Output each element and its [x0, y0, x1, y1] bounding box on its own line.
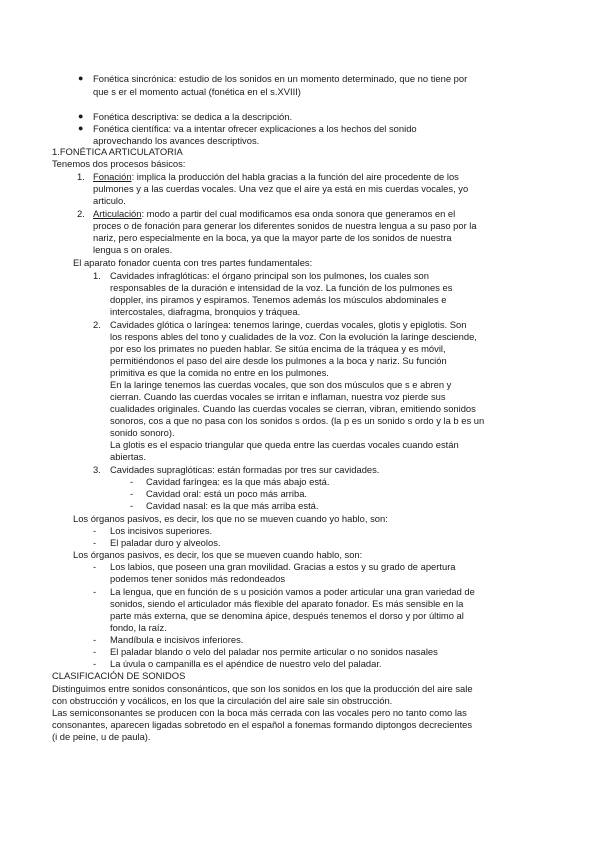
list-item: La lengua, que en función de s u posición vamos a poder articular una gran variedad de [110, 586, 475, 597]
list-item: El paladar blando o velo del paladar nos permite articular o no sonidos nasales [110, 646, 438, 657]
text-line: abiertas. [110, 451, 146, 462]
text-span: : implica la producción del habla gracias a la función del aire procedente de los [131, 171, 459, 182]
text-line: Las semiconsonantes se producen con la boca más cerrada con las vocales pero no tanto como las [52, 707, 467, 718]
text-line: nariz, pero especialmente en la boca, ya que la mayor parte de los sonidos de nuestra [93, 232, 452, 243]
text-line: Fonética científica: va a intentar ofrecer explicaciones a los hechos del sonido [93, 123, 417, 134]
dash-marker: - [93, 525, 97, 536]
term-articulacion: Articulación [93, 208, 142, 219]
list-number: 2. [77, 208, 85, 219]
list-number: 2. [93, 319, 101, 330]
text-line: consonantes, aparecen ligadas sobretodo en el español a fonemas formando diptongos decrecientes [52, 719, 473, 730]
text-line: Fonética sincrónica: estudio de los sonidos en un momento determinado, que no tiene por [93, 73, 468, 84]
dash-marker: - [93, 537, 97, 548]
dash-marker: - [130, 500, 134, 511]
list-number: 1. [77, 171, 85, 182]
text-line: Cavidades supraglóticas: están formadas por tres sur cavidades. [110, 464, 380, 475]
text-line: cierran. Cuando las cuerdas vocales se irritan e inflaman, nuestra voz pierde sus [110, 391, 446, 402]
dash-marker: - [130, 476, 134, 487]
text-line: lengua s on orales. [93, 244, 173, 255]
text-line: Tenemos dos procesos básicos: [52, 158, 186, 169]
list-item: Cavidad nasal: es la que más arriba está. [146, 500, 319, 511]
text-line: proces o de fonación para generar los diferentes sonidos de nuestra lengua a su paso por la [93, 220, 477, 231]
text-line: Los órganos pasivos, es decir, los que no se mueven cuando yo hablo, son: [73, 513, 388, 524]
text-line: La glotis es el espacio triangular que queda entre las cuerdas vocales cuando están [110, 439, 459, 450]
text-line: que s er el momento actual (fonética en el s.XVIII) [93, 86, 301, 97]
dash-marker: - [93, 646, 97, 657]
text-line: parte más externa, que se denomina ápice, después tenemos el dorso y por último al [110, 610, 464, 621]
list-item-articulacion [93, 208, 455, 220]
text-line: sonoros, cos a que no pasa con los sonidos s ordos. (la p es un sonido s ordo y la b es un [110, 415, 485, 426]
text-line: Distinguimos entre sonidos consonánticos, que son los sonidos en los que la producción del aire sale [52, 683, 473, 694]
text-line: pulmones y a las cuerdas vocales. Una vez que el aire ya está en mis cuerdas vocales, yo [93, 183, 469, 194]
bullet-marker: ● [78, 73, 84, 83]
text-line: Los órganos pasivos, es decir, los que se mueven cuando hablo, son: [73, 549, 363, 560]
text-line: aprovechando los avances descriptivos. [93, 135, 260, 146]
text-line: por eso los primates no pueden hablar. Se sitúa encima de la tráquea y es móvil, [110, 343, 446, 354]
list-item: Los incisivos superiores. [110, 525, 213, 536]
dash-marker: - [93, 586, 97, 597]
list-item: La úvula o campanilla es el apéndice de nuestro velo del paladar. [110, 658, 382, 669]
text-line: con obstrucción y vocálicos, en los que la circulación del aire sale sin obstrucción. [52, 695, 393, 706]
list-item: El paladar duro y alveolos. [110, 537, 221, 548]
text-line: En la laringe tenemos las cuerdas vocales, que son dos músculos que s e abren y [110, 379, 452, 390]
text-line: fondo, la raíz. [110, 622, 167, 633]
list-item: Mandíbula e incisivos inferiores. [110, 634, 244, 645]
text-line: sonido sonoro). [110, 427, 175, 438]
text-line: primitiva es que la comida no entre en los pulmones. [110, 367, 329, 378]
text-line: los respons ables del tono y cualidades de la voz. Con la evolución la laringe desciende, [110, 331, 477, 342]
section-heading: 1.FONÉTICA ARTICULATORIA [52, 146, 183, 157]
list-item: Cavidad faríngea: es la que más abajo está. [146, 476, 330, 487]
dash-marker: - [130, 488, 134, 499]
term-fonacion: Fonación [93, 171, 132, 182]
bullet-marker: ● [78, 111, 84, 121]
text-line: cualidades originales. Cuando las cuerdas vocales se cierran, vibran, emitiendo sonidos [110, 403, 476, 414]
bullet-marker: ● [78, 123, 84, 133]
text-span: : modo a partir del cual modificamos esa onda sonora que generamos en el [141, 208, 456, 219]
text-line: (i de peine, u de paula). [52, 731, 151, 742]
text-line: Fonética descriptiva: se dedica a la descripción. [93, 111, 293, 122]
dash-marker: - [93, 634, 97, 645]
text-line: permitiéndonos el paso del aire desde los pulmones a la boca y nariz. Su función [110, 355, 447, 366]
text-line: articulo. [93, 195, 126, 206]
text-line: responsables de la duración e intensidad de la voz. La función de los pulmones es [110, 282, 453, 293]
dash-marker: - [93, 658, 97, 669]
list-item: Los labios, que poseen una gran movilidad. Gracias a estos y su grado de apertura [110, 561, 456, 572]
text-line: Cavidades glótica o laríngea: tenemos laringe, cuerdas vocales, glotis y epiglotis. Son [110, 319, 467, 330]
text-line: podemos tener sonidos más redondeados [110, 573, 286, 584]
text-line: sonidos, siendo el articulador más flexible del aparato fonador. Es más sensible en la [110, 598, 464, 609]
list-item-fonacion [93, 171, 459, 183]
list-number: 1. [93, 270, 101, 281]
list-item: Cavidad oral: está un poco más arriba. [146, 488, 308, 499]
text-line: doppler, ins piramos y espiramos. Tenemos además los músculos abdominales e [110, 294, 447, 305]
list-number: 3. [93, 464, 101, 475]
text-line: intercostales, diafragma, bronquios y tráquea. [110, 306, 301, 317]
text-line: El aparato fonador cuenta con tres partes fundamentales: [73, 257, 313, 268]
text-line: Cavidades infraglóticas: el órgano principal son los pulmones, los cuales son [110, 270, 429, 281]
section-heading: CLASIFICACIÓN DE SONIDOS [52, 670, 186, 681]
dash-marker: - [93, 561, 97, 572]
